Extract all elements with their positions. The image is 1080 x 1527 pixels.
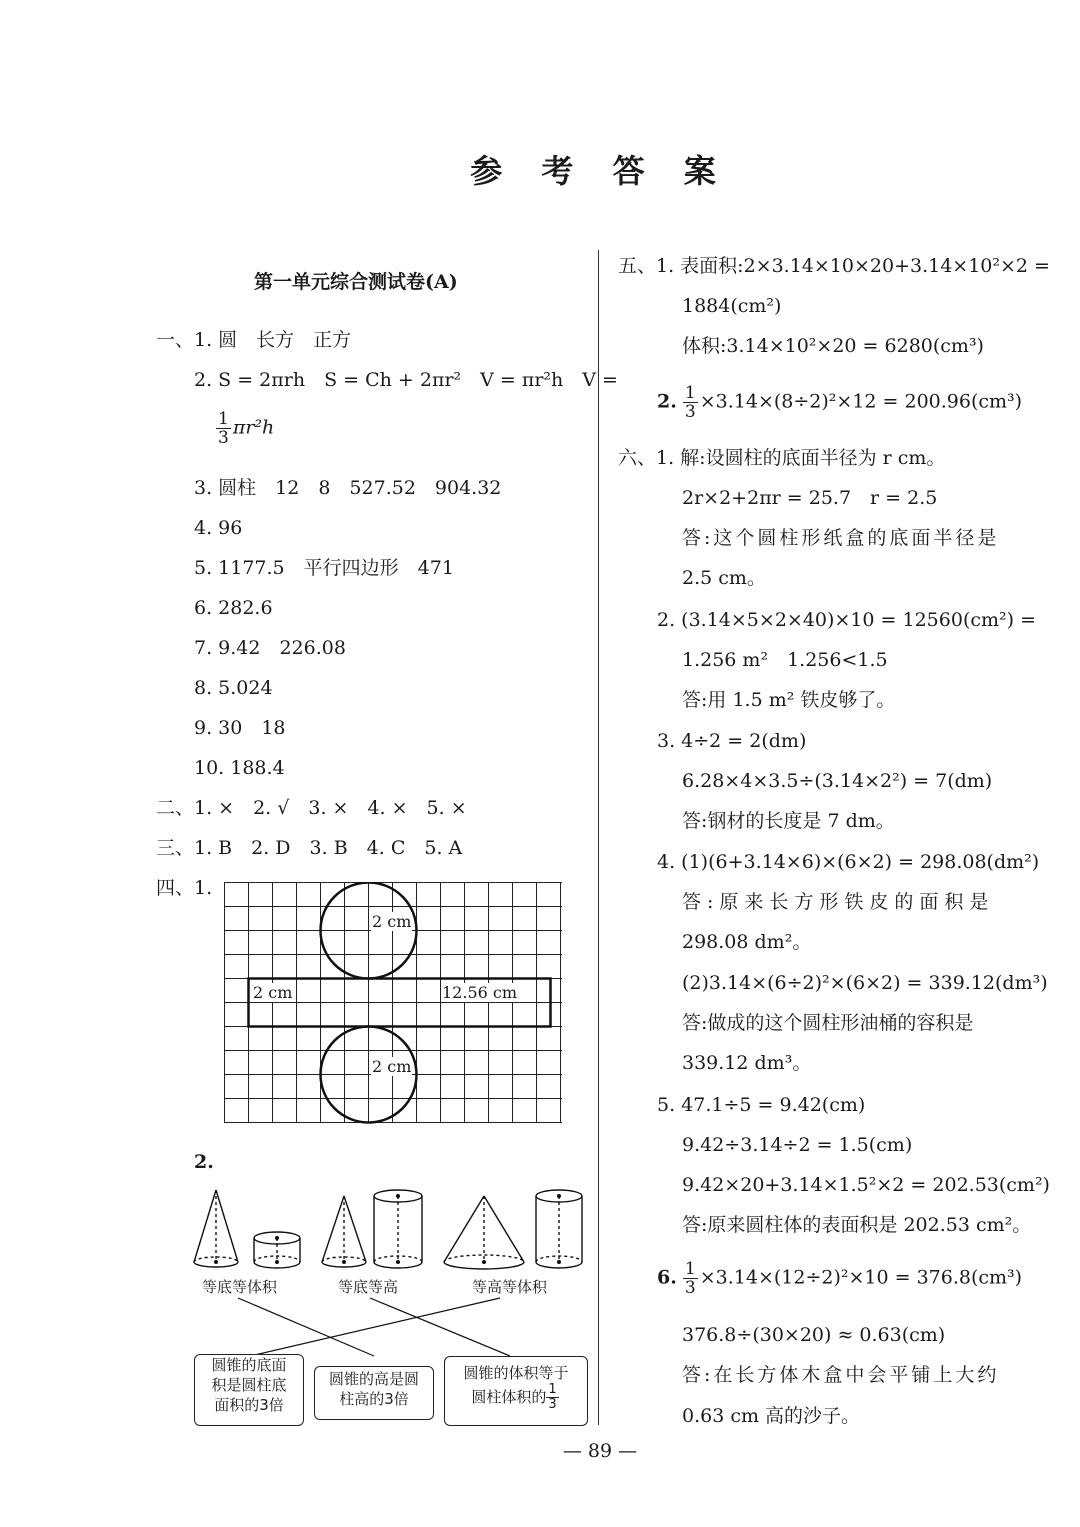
answer-5-1-line3: 体积:3.14×10²×20 = 6280(cm³) bbox=[682, 335, 984, 357]
fraction-one-third: $\frac{1}{3}$ bbox=[548, 1382, 557, 1412]
answer-1-3: 3. 圆柱 12 8 527.52 904.32 bbox=[194, 477, 502, 499]
answer-1-7: 7. 9.42 226.08 bbox=[194, 637, 346, 659]
answer-6-6-line2: 376.8÷(30×20) ≈ 0.63(cm) bbox=[682, 1324, 946, 1346]
section-2-answers: 二、1. × 2. √ 3. × 4. × 5. × bbox=[156, 797, 467, 819]
answer-6-3-line1: 3. 4÷2 = 2(dm) bbox=[657, 730, 807, 752]
answer-1-2: 2. S = 2πrh S = Ch + 2πr² V = πr²h V = bbox=[194, 369, 618, 391]
test-title: 第一单元综合测试卷(A) bbox=[254, 271, 458, 293]
label-top-radius: 2 cm bbox=[372, 912, 412, 931]
answer-6-5-line3: 9.42×20+3.14×1.5²×2 = 202.53(cm²) bbox=[682, 1174, 1050, 1196]
column-divider bbox=[598, 250, 599, 1425]
answer-6-5-line1: 5. 47.1÷5 = 9.42(cm) bbox=[657, 1094, 866, 1116]
answer-6-4-line2: 答:原来长方形铁皮的面积是 bbox=[682, 891, 995, 913]
section-4-2-label: 2. bbox=[194, 1151, 214, 1173]
shape-label-same-height-volume: 等高等体积 bbox=[472, 1278, 548, 1296]
label-bottom-radius: 2 cm bbox=[372, 1057, 412, 1076]
answer-1-6: 6. 282.6 bbox=[194, 597, 273, 619]
answer-6-6-line1: 6. $\frac{1}{3}$ ×3.14×(12÷2)²×10 = 376.8(cm³) bbox=[657, 1259, 1023, 1298]
note-box-height: 圆锥的高是圆 柱高的3倍 bbox=[314, 1366, 434, 1420]
page-title: 参 考 答 案 bbox=[470, 152, 730, 190]
answer-6-6-line4: 0.63 cm 高的沙子。 bbox=[682, 1405, 861, 1427]
answer-6-1-line2: 2r×2+2πr = 25.7 r = 2.5 bbox=[682, 487, 938, 509]
answer-6-5-line4: 答:原来圆柱体的表面积是 202.53 cm²。 bbox=[682, 1214, 1032, 1236]
answer-6-3-line2: 6.28×4×3.5÷(3.14×2²) = 7(dm) bbox=[682, 770, 993, 792]
fraction-one-third: $\frac{1}{3}$ bbox=[218, 409, 229, 448]
answer-5-1-line1: 五、1. 表面积:2×3.14×10×20+3.14×10²×2 = bbox=[618, 255, 1050, 277]
answer-5-1-line2: 1884(cm²) bbox=[682, 295, 782, 317]
shape-label-same-base-volume: 等底等体积 bbox=[202, 1278, 278, 1296]
answer-1-10: 10. 188.4 bbox=[194, 757, 285, 779]
section-4-1-label: 四、1. bbox=[156, 877, 213, 899]
section-1-label: 一、 bbox=[156, 329, 195, 351]
fraction-one-third: $\frac{1}{3}$ bbox=[684, 1259, 696, 1298]
answer-1-9: 9. 30 18 bbox=[194, 717, 286, 739]
answer-6-4-line4: (2)3.14×(6÷2)²×(6×2) = 339.12(dm³) bbox=[682, 972, 1048, 994]
answer-6-1-line4: 2.5 cm。 bbox=[682, 567, 766, 589]
answer-6-4-line5: 答:做成的这个圆柱形油桶的容积是 bbox=[682, 1012, 974, 1034]
label-rect-width: 2 cm bbox=[253, 983, 293, 1002]
answer-6-4-line3: 298.08 dm²。 bbox=[682, 931, 812, 953]
label-rect-length: 12.56 cm bbox=[442, 983, 518, 1002]
answer-6-1-line3: 答:这个圆柱形纸盒的底面半径是 bbox=[682, 527, 1000, 549]
answer-6-2-line2: 1.256 m² 1.256<1.5 bbox=[682, 649, 888, 671]
note-box-base-area: 圆锥的底面 积是圆柱底 面积的3倍 bbox=[194, 1354, 304, 1426]
answer-6-6-line3: 答:在长方体木盒中会平铺上大约 bbox=[682, 1364, 1000, 1386]
answer-1-1: 1. 圆 长方 正方 bbox=[194, 329, 352, 351]
fraction-one-third: $\frac{1}{3}$ bbox=[684, 383, 696, 422]
answer-6-3-line3: 答:钢材的长度是 7 dm。 bbox=[682, 810, 895, 832]
answer-1-5: 5. 1177.5 平行四边形 471 bbox=[194, 557, 454, 579]
answer-6-2-line1: 2. (3.14×5×2×40)×10 = 12560(cm²) = bbox=[657, 609, 1037, 631]
answer-6-4-line6: 339.12 dm³。 bbox=[682, 1052, 812, 1074]
answer-6-2-line3: 答:用 1.5 m² 铁皮够了。 bbox=[682, 689, 896, 711]
shape-label-same-base-height: 等底等高 bbox=[338, 1278, 399, 1296]
answer-5-2: 2. $\frac{1}{3}$ ×3.14×(8÷2)²×12 = 200.96(cm³) bbox=[657, 383, 1023, 422]
answer-6-1-line1: 六、1. 解:设圆柱的底面半径为 r cm。 bbox=[618, 447, 946, 469]
answer-6-5-line2: 9.42÷3.14÷2 = 1.5(cm) bbox=[682, 1134, 913, 1156]
answer-1-8: 8. 5.024 bbox=[194, 677, 273, 699]
section-3-answers: 三、1. B 2. D 3. B 4. C 5. A bbox=[156, 837, 463, 859]
note-box-volume: 圆锥的体积等于 圆柱体积的 $\frac{1}{3}$ bbox=[444, 1356, 588, 1426]
answer-1-2-cont: $\frac{1}{3}$ πr²h bbox=[218, 409, 275, 448]
answer-1-4: 4. 96 bbox=[194, 517, 243, 539]
page-number: — 89 — bbox=[562, 1440, 638, 1462]
answer-6-4-line1: 4. (1)(6+3.14×6)×(6×2) = 298.08(dm²) bbox=[657, 851, 1040, 873]
cones-cylinders-figure bbox=[190, 1186, 590, 1276]
